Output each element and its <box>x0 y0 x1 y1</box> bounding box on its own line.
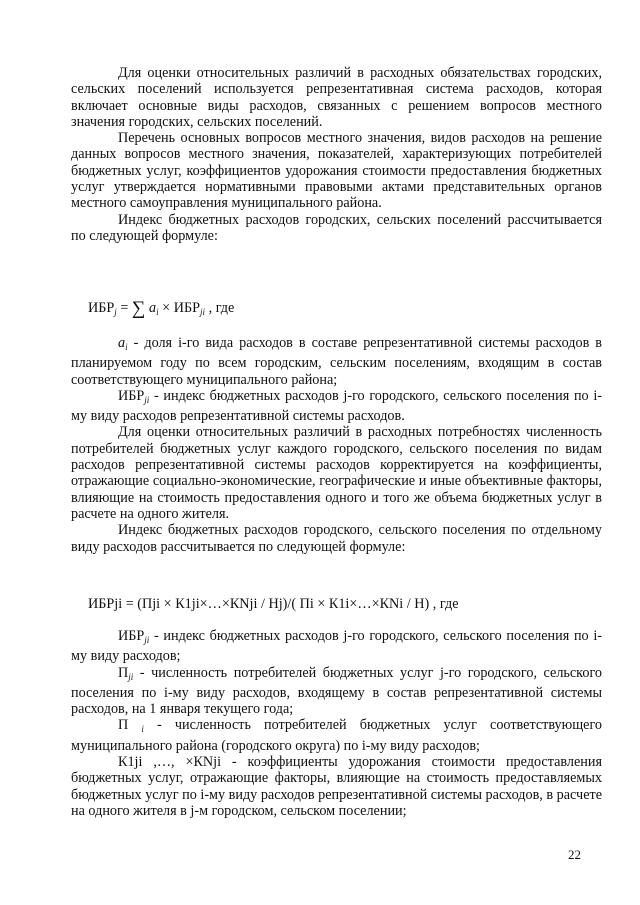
body-text-top <box>71 65 602 244</box>
paragraph: Для оценки относительных различий в расходных потребностях численность потребителей бюджетных услуг каждого городского, сельского поселения по видам расходов репрезентативной системы расходов корректируется на коэффициенты, отражающие социально-экономические, географические и иные объективные факторы, влияющие на стоимость предоставления одного и того же объема бюджетных услуг в расчете на одного жителя. <box>71 424 602 522</box>
page-number: 22 <box>568 847 581 862</box>
definition-p-ji: $П_{ji}$ - численность потребителей бюджетных услуг j-го городского, сельского поселения по i-му виду расходов, входящему в состав репрезентативной системы расходов, на 1 января текущего года; <box>71 664 602 718</box>
formula-ibr-j: $ИБР_j$ = ∑ $a_i \times ИБР_{ji}$ , где <box>88 298 235 319</box>
definition-a: $a_i$ - доля i-го вида расходов в составе репрезентативной системы расходов в планируемом году по всем городским, сельским поселениям, входящим в состав соответствующего муниципального района; <box>71 335 602 388</box>
definition-ibr-ji: $ИБР_{ji}$ - индекс бюджетных расходов j-го городского, сельского поселения по i-му виду расходов; <box>71 628 602 665</box>
body-text-mid <box>71 335 602 555</box>
paragraph: Индекс бюджетных расходов городского, сельского поселения по отдельному виду расходов рассчитывается по следующей формуле: <box>71 522 602 555</box>
paragraph: Перечень основных вопросов местного значения, видов расходов на решение данных вопросов местного значения, показателей, характеризующих потребителей бюджетных услуг, коэффициентов удорожания стоимости предоставления бюджетных услуг утверждается нормативными правовыми актами представительных органов местного самоуправления муниципального района. <box>71 130 602 212</box>
definition-k: К1ji ,…, ×КNji - коэффициенты удорожания стоимости предоставления бюджетных услуг, отражающие факторы, влияющие на стоимость предоставляемых бюджетных услуг по i-му виду расходов репрезентативной системы расходов, в расчете на одного жителя в j-м городском, сельском поселении; <box>71 754 602 819</box>
definition-p-i: П $_i$ - численность потребителей бюджетных услуг соответствующего муниципального района (городского округа) по i-му виду расходов; <box>71 717 603 754</box>
definition-ibr: $ИБР_{ji}$ - индекс бюджетных расходов j-го городского, сельского поселения по i-му виду расходов репрезентативной системы расходов. <box>71 387 602 425</box>
paragraph: Для оценки относительных различий в расходных обязательствах городских, сельских поселений используется репрезентативная система расходов, которая включает основные виды расходов, связанных с решением вопросов местного значения городских, сельских поселений. <box>71 65 602 130</box>
paragraph: Индекс бюджетных расходов городских, сельских поселений рассчитывается по следующей формуле: <box>71 211 602 244</box>
body-text-bottom <box>71 628 602 819</box>
formula-ibr-ji: ИБРji = (Пji × К1ji×…×КNji / Нj)/( Пi × К1i×…×КNi / Н) , где <box>88 596 459 612</box>
